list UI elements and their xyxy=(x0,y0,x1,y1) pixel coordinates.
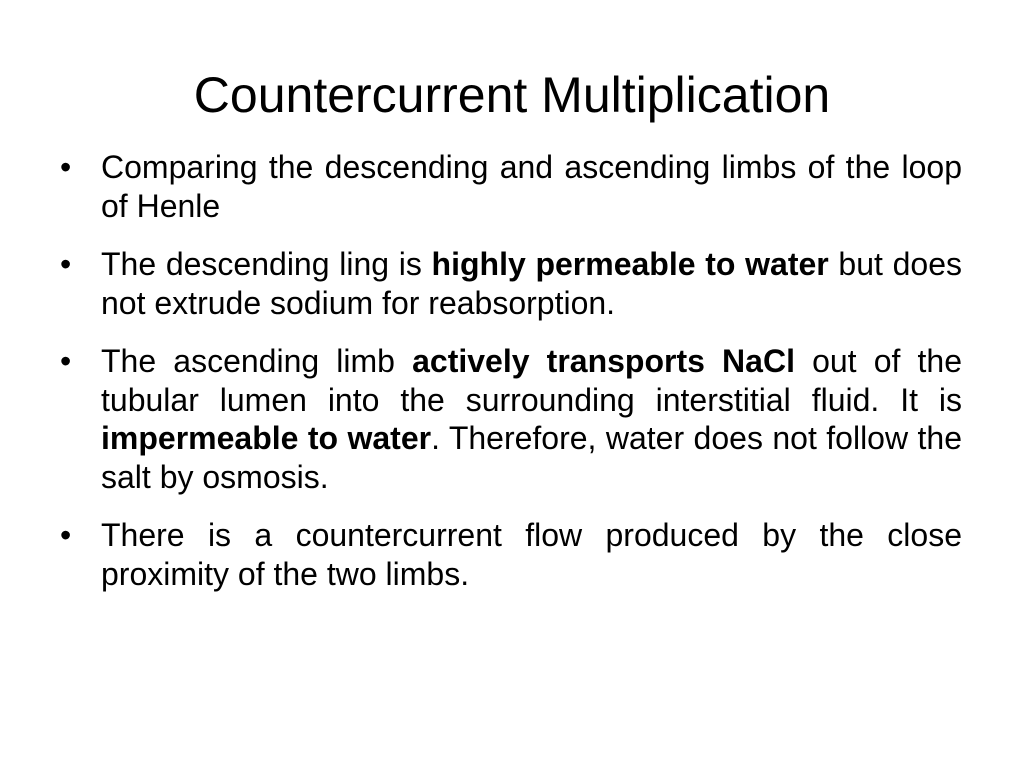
bullet-item xyxy=(60,342,962,496)
bold-text-segment: highly permeable to water xyxy=(431,246,829,282)
bullet-item xyxy=(60,148,962,225)
bullet-dot-icon: • xyxy=(60,343,72,379)
bullet-text xyxy=(101,246,962,321)
bullet-text xyxy=(101,517,962,592)
text-segment: . Therefore, water does not follow the salt by osmosis. xyxy=(101,420,963,495)
bullet-text xyxy=(101,149,962,224)
bullet-list xyxy=(60,148,962,613)
bold-text-segment: actively transports NaCl xyxy=(412,343,795,379)
text-segment: Comparing the descending and ascending limbs of the loop of Henle xyxy=(101,149,962,224)
bold-text-segment: impermeable to water xyxy=(101,420,432,456)
text-segment: The descending ling is xyxy=(101,246,432,282)
bullet-item xyxy=(60,245,962,322)
slide-title: Countercurrent Multiplication xyxy=(193,67,831,123)
bullet-dot-icon: • xyxy=(60,246,72,282)
bullet-item xyxy=(60,516,962,593)
text-segment: but does not extrude sodium for reabsorption. xyxy=(101,246,963,321)
bullet-dot-icon: • xyxy=(60,517,72,553)
bullet-text xyxy=(101,343,962,495)
bullet-dot-icon: • xyxy=(60,149,72,185)
text-segment: out of the tubular lumen into the surrounding interstitial fluid. It is xyxy=(101,343,963,418)
text-segment: There is a countercurrent flow produced by the close proximity of the two limbs. xyxy=(101,517,962,592)
text-segment: The ascending limb xyxy=(101,343,413,379)
